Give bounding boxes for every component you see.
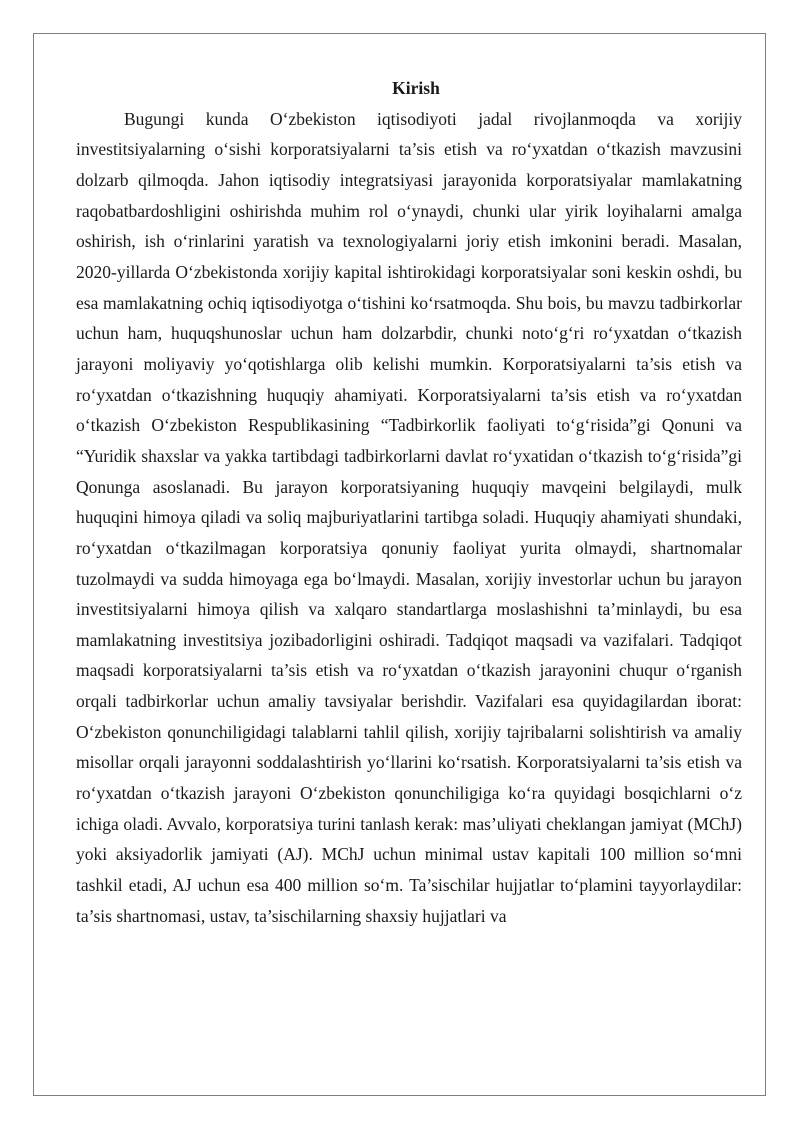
- document-content: [76, 73, 742, 931]
- body-paragraph: Bugungi kunda O‘zbekiston iqtisodiyoti jadal rivojlanmoqda va xorijiy investitsiyalarning o‘sishi korporatsiyalarni ta’sis etish va ro‘yxatdan o‘tkazish mavzusini dolzarb qilmoqda. Jahon iqtisodiy integratsiyasi jarayonida korporatsiyalar mamlakatning raqobatbardoshligini oshirishda muhim rol o‘ynaydi, chunki ular yirik loyihalarni amalga oshirish, ish o‘rinlarini yaratish va texnologiyalarni joriy etish imkonini beradi. Masalan, 2020-yillarda O‘zbekistonda xorijiy kapital ishtirokidagi korporatsiyalar soni keskin oshdi, bu esa mamlakatning ochiq iqtisodiyotga o‘tishini ko‘rsatmoqda. Shu bois, bu mavzu tadbirkorlar uchun ham, huquqshunoslar uchun ham dolzarbdir, chunki noto‘g‘ri ro‘yxatdan o‘tkazish jarayoni moliyaviy yo‘qotishlarga olib kelishi mumkin. Korporatsiyalarni ta’sis etish va ro‘yxatdan o‘tkazishning huquqiy ahamiyati. Korporatsiyalarni ta’sis etish va ro‘yxatdan o‘tkazish O‘zbekiston Respublikasining “Tadbirkorlik faoliyati to‘g‘risida”gi Qonuni va “Yuridik shaxslar va yakka tartibdagi tadbirkorlarni davlat ro‘yxatidan o‘tkazish to‘g‘risida”gi Qonunga asoslanadi. Bu jarayon korporatsiyaning huquqiy mavqeini belgilaydi, mulk huquqini himoya qiladi va soliq majburiyatlarini tartibga soladi. Huquqiy ahamiyati shundaki, ro‘yxatdan o‘tkazilmagan korporatsiya qonuniy faoliyat yurita olmaydi, shartnomalar tuzolmaydi va sudda himoyaga ega bo‘lmaydi. Masalan, xorijiy investorlar uchun bu jarayon investitsiyalarni himoya qilish va xalqaro standartlarga moslashishni ta’minlaydi, bu esa mamlakatning investitsiya jozibadorligini oshiradi. Tadqiqot maqsadi va vazifalari. Tadqiqot maqsadi korporatsiyalarni ta’sis etish va ro‘yxatdan o‘tkazish jarayonini chuqur o‘rganish orqali tadbirkorlar uchun amaliy tavsiyalar berishdir. Vazifalari esa quyidagilardan iborat: O‘zbekiston qonunchiligidagi talablarni tahlil qilish, xorijiy tajribalarni solishtirish va amaliy misollar orqali jarayonni soddalashtirish yo‘llarini ko‘rsatish. Korporatsiyalarni ta’sis etish va ro‘yxatdan o‘tkazish jarayoni O‘zbekiston qonunchiligiga ko‘ra quyidagi bosqichlarni o‘z ichiga oladi. Avvalo, korporatsiya turini tanlash kerak: mas’uliyati cheklangan jamiyat (MChJ) yoki aksiyadorlik jamiyati (AJ). MChJ uchun minimal ustav kapitali 100 million so‘mni tashkil etadi, AJ uchun esa 400 million so‘m. Ta’sischilar hujjatlar to‘plamini tayyorlaydilar: ta’sis shartnomasi, ustav, ta’sischilarning shaxsiy hujjatlari va: [76, 108, 742, 926]
- document-title: Kirish: [392, 78, 440, 98]
